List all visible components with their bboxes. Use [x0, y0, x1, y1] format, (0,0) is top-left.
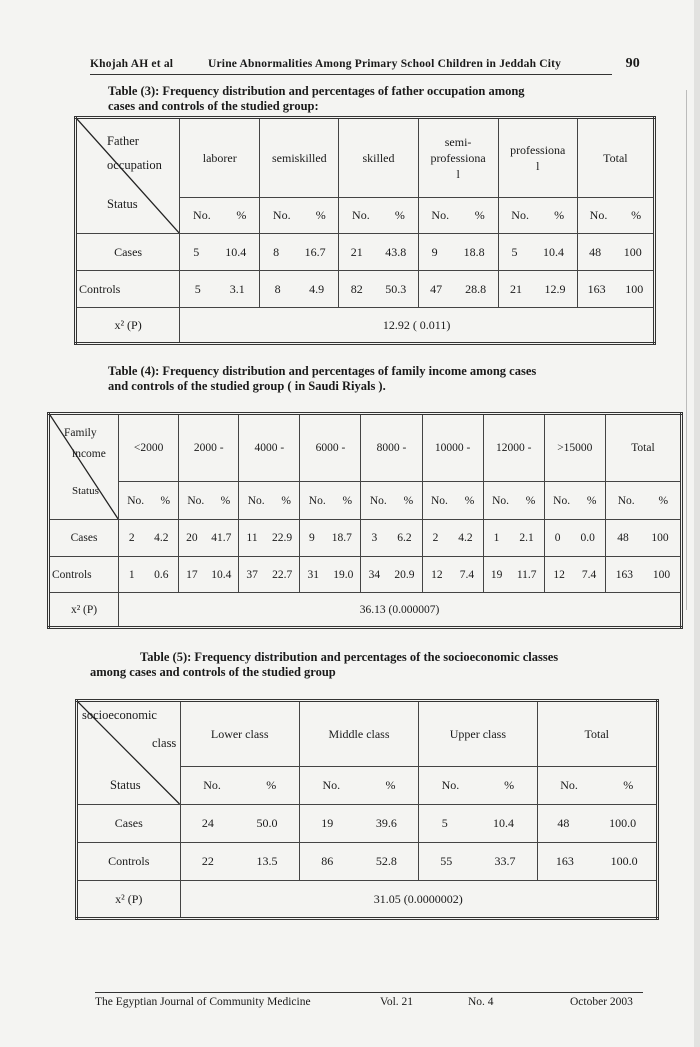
- table3-cell: [180, 271, 260, 308]
- cell-no: 0: [554, 532, 561, 544]
- table4-cell: [361, 557, 422, 593]
- cell-no: 5: [441, 816, 448, 830]
- table3-subhead: [260, 198, 339, 234]
- table4-col-total: Total: [605, 414, 681, 482]
- cell-no: 48: [557, 816, 570, 830]
- cell-no: 1: [128, 568, 135, 581]
- table4-diag-top1: Family: [64, 427, 97, 439]
- table3-cell: [339, 234, 418, 271]
- table5-row-chi: [77, 881, 658, 919]
- header-author: Khojah AH et al: [90, 58, 174, 70]
- table3-cell: [498, 271, 577, 308]
- table4-cell: [483, 557, 544, 593]
- table5-col-total: Total: [537, 701, 657, 767]
- cell-pct: 43.8: [385, 244, 407, 259]
- table4-cell: [361, 520, 422, 557]
- table3-cell: [260, 271, 339, 308]
- table4-cell: [300, 557, 361, 593]
- table4-cell: [544, 520, 605, 557]
- cell-pct: 50.0: [256, 816, 278, 830]
- table3: [74, 116, 656, 345]
- chi-label: x² (P): [76, 308, 180, 344]
- table4-subhead: [361, 482, 422, 520]
- subhead-no: No.: [322, 778, 341, 792]
- table4-cell: [422, 557, 483, 593]
- row-label: Cases: [76, 234, 180, 271]
- table3-cell: [577, 271, 654, 308]
- table4-col-12000: 12000 -: [483, 414, 544, 482]
- table3-col-total: Total: [577, 118, 654, 198]
- table4-cell: [422, 520, 483, 557]
- subhead-no: No.: [193, 208, 211, 222]
- cell-no: 86: [321, 854, 334, 868]
- cell-pct: 10.4: [543, 244, 565, 259]
- table3-row-cases: [76, 234, 655, 271]
- page-number: 90: [625, 56, 640, 71]
- table5-diag-top1: socioeconomic: [82, 708, 157, 722]
- table5-subhead: [419, 767, 537, 805]
- cell-no: 21: [350, 244, 363, 259]
- table4-diag-top2: income: [72, 448, 106, 460]
- table4-col-6000: 6000 -: [300, 414, 361, 482]
- cell-no: 8: [273, 244, 280, 259]
- table3-subhead: [498, 198, 577, 234]
- cell-no: 11: [246, 532, 258, 544]
- table5-cell: [537, 843, 657, 881]
- row-label: Controls: [76, 271, 180, 308]
- table4-cell: [119, 557, 179, 593]
- cell-no: 12: [553, 568, 565, 581]
- subhead-no: No.: [127, 494, 145, 507]
- table3-caption: [108, 84, 648, 114]
- table5-cell: [299, 805, 418, 843]
- subhead-no: No.: [441, 778, 460, 792]
- cell-no: 12: [431, 568, 443, 581]
- table5-subhead: [537, 767, 657, 805]
- cell-no: 1: [493, 532, 500, 544]
- table4-subhead: [605, 482, 681, 520]
- table5-row-cases: [77, 805, 658, 843]
- table4-cell: [300, 520, 361, 557]
- cell-no: 21: [509, 281, 522, 296]
- table3-cell: [418, 271, 498, 308]
- table5-cell: [419, 843, 537, 881]
- table3-cell: [260, 234, 339, 271]
- table4-col-8000: 8000 -: [361, 414, 422, 482]
- table4-col-lt2000: <2000: [119, 414, 179, 482]
- cell-pct: 16.7: [304, 244, 326, 259]
- subhead-pct: %: [281, 494, 291, 507]
- footer-volume: Vol. 21: [380, 996, 414, 1008]
- table4-row-chi: [49, 593, 682, 628]
- footer-journal: The Egyptian Journal of Community Medicine: [95, 996, 311, 1008]
- cell-no: 34: [368, 568, 381, 581]
- chi-value: 12.92 ( 0.011): [180, 308, 655, 344]
- table3-corner-cell: [76, 118, 180, 234]
- table3-cell: [498, 234, 577, 271]
- cell-pct: 3.1: [229, 281, 245, 296]
- table3-caption-line1: Table (3): Frequency distribution and percentages of father occupation among: [108, 84, 525, 98]
- table4-row-controls: [49, 557, 682, 593]
- footer-rule: [95, 992, 643, 993]
- cell-no: 19: [490, 568, 503, 581]
- table4-subhead: [544, 482, 605, 520]
- cell-no: 48: [589, 244, 602, 259]
- table3-col-skilled: skilled: [339, 118, 418, 198]
- table5-col-middle: Middle class: [299, 701, 418, 767]
- subhead-pct: %: [464, 494, 475, 507]
- cell-no: 9: [431, 244, 438, 259]
- table5-cell: [299, 843, 418, 881]
- subhead-no: No.: [352, 208, 370, 222]
- table4-col-gt15000: >15000: [544, 414, 605, 482]
- subhead-no: No.: [560, 778, 578, 792]
- cell-no: 37: [246, 568, 258, 581]
- cell-no: 48: [617, 532, 629, 544]
- table5-diag-bottom: Status: [110, 778, 141, 792]
- table4-diag-bottom: Status: [72, 485, 99, 497]
- table3-col-semi-line1: semi-: [444, 135, 472, 149]
- subhead-pct: %: [631, 208, 642, 222]
- chi-label: x² (P): [77, 881, 181, 919]
- table4-cell: [605, 520, 681, 557]
- table3-diag-top2: occupation: [107, 158, 162, 172]
- table3-row-chi: [76, 308, 655, 344]
- cell-no: 20: [186, 532, 198, 544]
- cell-pct: 2.1: [519, 532, 534, 544]
- subhead-no: No.: [308, 494, 326, 507]
- cell-no: 163: [587, 281, 606, 296]
- subhead-pct: %: [220, 494, 231, 507]
- chi-value: 36.13 (0.000007): [119, 593, 682, 628]
- table3-subhead: [180, 198, 260, 234]
- subhead-no: No.: [187, 494, 205, 507]
- cell-pct: 18.7: [331, 532, 352, 544]
- chi-value: 31.05 (0.0000002): [180, 881, 657, 919]
- cell-pct: 7.4: [459, 568, 475, 581]
- table4-subhead: [300, 482, 361, 520]
- cell-pct: 10.4: [492, 816, 514, 830]
- table5-cell: [180, 805, 299, 843]
- subhead-no: No.: [492, 494, 509, 507]
- cell-no: 47: [430, 281, 443, 296]
- subhead-pct: %: [658, 494, 669, 507]
- cell-pct: 7.4: [581, 568, 597, 581]
- subhead-pct: %: [504, 778, 515, 792]
- subhead-pct: %: [160, 494, 171, 507]
- table3-subhead: [418, 198, 498, 234]
- table5-col-upper: Upper class: [419, 701, 537, 767]
- table4-col-4000: 4000 -: [239, 414, 300, 482]
- adjacent-page-edge: [686, 90, 687, 610]
- cell-no: 163: [615, 568, 634, 581]
- table4-subhead: [422, 482, 483, 520]
- cell-no: 9: [308, 532, 315, 544]
- cell-no: 163: [555, 854, 574, 868]
- cell-pct: 22.9: [272, 532, 293, 544]
- cell-pct: 100: [652, 568, 671, 581]
- subhead-no: No.: [272, 208, 291, 222]
- table4-cell: [239, 557, 300, 593]
- row-label: Controls: [49, 557, 119, 593]
- cell-pct: 6.2: [397, 532, 412, 544]
- cell-pct: 0.6: [154, 568, 169, 581]
- cell-no: 22: [201, 854, 214, 868]
- row-label: Cases: [77, 805, 181, 843]
- table3-cell: [339, 271, 418, 308]
- subhead-pct: %: [623, 778, 634, 792]
- cell-no: 82: [350, 281, 363, 296]
- cell-no: 24: [201, 816, 214, 830]
- table4-subhead: [239, 482, 300, 520]
- table4-cell: [179, 557, 239, 593]
- table3-col-prof-line2: l: [536, 159, 540, 173]
- subhead-no: No.: [247, 494, 265, 507]
- cell-no: 5: [193, 244, 200, 259]
- cell-no: 2: [432, 532, 439, 544]
- table5-subhead: [299, 767, 418, 805]
- table4-col-10000: 10000 -: [422, 414, 483, 482]
- table3-col-prof-line1: professiona: [510, 143, 566, 157]
- table4-cell: [239, 520, 300, 557]
- page-edge: [694, 0, 700, 1047]
- subhead-pct: %: [394, 208, 405, 222]
- subhead-no: No.: [617, 494, 635, 507]
- cell-pct: 100: [651, 532, 669, 544]
- cell-no: 19: [321, 816, 334, 830]
- table3-col-semi-line3: l: [456, 167, 460, 181]
- cell-pct: 10.4: [225, 244, 247, 259]
- cell-pct: 50.3: [385, 281, 407, 296]
- cell-pct: 100: [623, 244, 642, 259]
- subhead-pct: %: [315, 208, 326, 222]
- row-label: Controls: [77, 843, 181, 881]
- cell-pct: 10.4: [211, 568, 232, 581]
- subhead-no: No.: [511, 208, 529, 222]
- table3-diag-bottom: Status: [107, 197, 138, 211]
- chi-label: x² (P): [49, 593, 119, 628]
- table4-cell: [179, 520, 239, 557]
- cell-no: 3: [371, 532, 378, 544]
- table5-diag-top2: class: [152, 736, 177, 750]
- table3-col-semiskilled: semiskilled: [260, 118, 339, 198]
- table3-subhead: [339, 198, 418, 234]
- cell-pct: 52.8: [375, 854, 397, 868]
- cell-no: 5: [511, 244, 518, 259]
- cell-pct: 100.0: [610, 854, 638, 868]
- table3-cell: [577, 234, 654, 271]
- table3-subhead: [577, 198, 654, 234]
- cell-no: 8: [274, 281, 281, 296]
- table5-caption: [90, 650, 650, 680]
- footer-date: October 2003: [570, 996, 633, 1008]
- table5: [75, 699, 659, 920]
- table3-col-professional: [498, 118, 577, 198]
- table4-cell: [119, 520, 179, 557]
- table3-col-laborer: laborer: [180, 118, 260, 198]
- subhead-pct: %: [266, 778, 277, 792]
- table5-subhead: [180, 767, 299, 805]
- cell-pct: 0.0: [580, 532, 595, 544]
- table4-subhead: [119, 482, 179, 520]
- subhead-no: No.: [431, 208, 450, 222]
- subhead-no: No.: [203, 778, 221, 792]
- cell-pct: 41.7: [211, 532, 232, 544]
- subhead-pct: %: [586, 494, 597, 507]
- subhead-pct: %: [385, 778, 396, 792]
- subhead-pct: %: [525, 494, 536, 507]
- table4: [47, 412, 683, 629]
- cell-no: 31: [307, 568, 319, 581]
- table3-cell: [180, 234, 260, 271]
- table5-row-controls: [77, 843, 658, 881]
- table4-caption-line1: Table (4): Frequency distribution and percentages of family income among cases: [108, 364, 537, 378]
- table4-caption-line2: and controls of the studied group ( in Saudi Riyals ).: [108, 379, 386, 393]
- header-title: Urine Abnormalities Among Primary School Children in Jeddah City: [208, 58, 562, 70]
- table5-corner-cell: [77, 701, 181, 805]
- cell-pct: 11.7: [516, 568, 537, 581]
- cell-pct: 33.7: [494, 854, 516, 868]
- table3-col-semi-line2: professiona: [430, 151, 486, 165]
- cell-pct: 18.8: [463, 244, 485, 259]
- table4-cell: [605, 557, 681, 593]
- table4-cell: [483, 520, 544, 557]
- subhead-pct: %: [474, 208, 485, 222]
- table4-subhead: [483, 482, 544, 520]
- subhead-pct: %: [236, 208, 247, 222]
- subhead-pct: %: [342, 494, 353, 507]
- cell-pct: 4.2: [154, 532, 169, 544]
- table5-cell: [180, 843, 299, 881]
- cell-pct: 28.8: [465, 281, 487, 296]
- table5-col-lower: Lower class: [180, 701, 299, 767]
- table5-cell: [419, 805, 537, 843]
- cell-pct: 100: [625, 281, 644, 296]
- header-rule: [90, 74, 612, 75]
- cell-pct: 22.7: [272, 568, 293, 581]
- cell-no: 5: [194, 281, 201, 296]
- table3-cell: [418, 234, 498, 271]
- cell-no: 2: [128, 532, 135, 544]
- table3-caption-line2: cases and controls of the studied group:: [108, 99, 319, 113]
- table4-caption: [108, 364, 648, 394]
- subhead-no: No.: [589, 208, 608, 222]
- subhead-no: No.: [553, 494, 571, 507]
- cell-pct: 12.9: [544, 281, 566, 296]
- table4-corner-cell: [49, 414, 119, 520]
- cell-pct: 100.0: [609, 816, 637, 830]
- subhead-no: No.: [369, 494, 387, 507]
- cell-pct: 19.0: [333, 568, 354, 581]
- table4-row-cases: [49, 520, 682, 557]
- subhead-pct: %: [403, 494, 414, 507]
- table3-row-controls: [76, 271, 655, 308]
- table5-cell: [537, 805, 657, 843]
- cell-pct: 39.6: [375, 816, 397, 830]
- cell-no: 55: [440, 854, 453, 868]
- cell-no: 17: [186, 568, 198, 581]
- table5-caption-line2: among cases and controls of the studied group: [90, 665, 336, 679]
- subhead-pct: %: [554, 208, 565, 222]
- row-label: Cases: [49, 520, 119, 557]
- table3-diag-top1: Father: [107, 134, 139, 148]
- table3-col-semiprofessional: [418, 118, 498, 198]
- footer-number: No. 4: [468, 996, 494, 1008]
- table4-col-2000: 2000 -: [179, 414, 239, 482]
- subhead-no: No.: [430, 494, 448, 507]
- cell-pct: 13.5: [256, 854, 278, 868]
- cell-pct: 4.2: [458, 532, 473, 544]
- table4-cell: [544, 557, 605, 593]
- table4-subhead: [179, 482, 239, 520]
- cell-pct: 4.9: [309, 281, 325, 296]
- table5-caption-line1: Table (5): Frequency distribution and percentages of the socioeconomic classes: [140, 650, 559, 664]
- cell-pct: 20.9: [394, 568, 415, 581]
